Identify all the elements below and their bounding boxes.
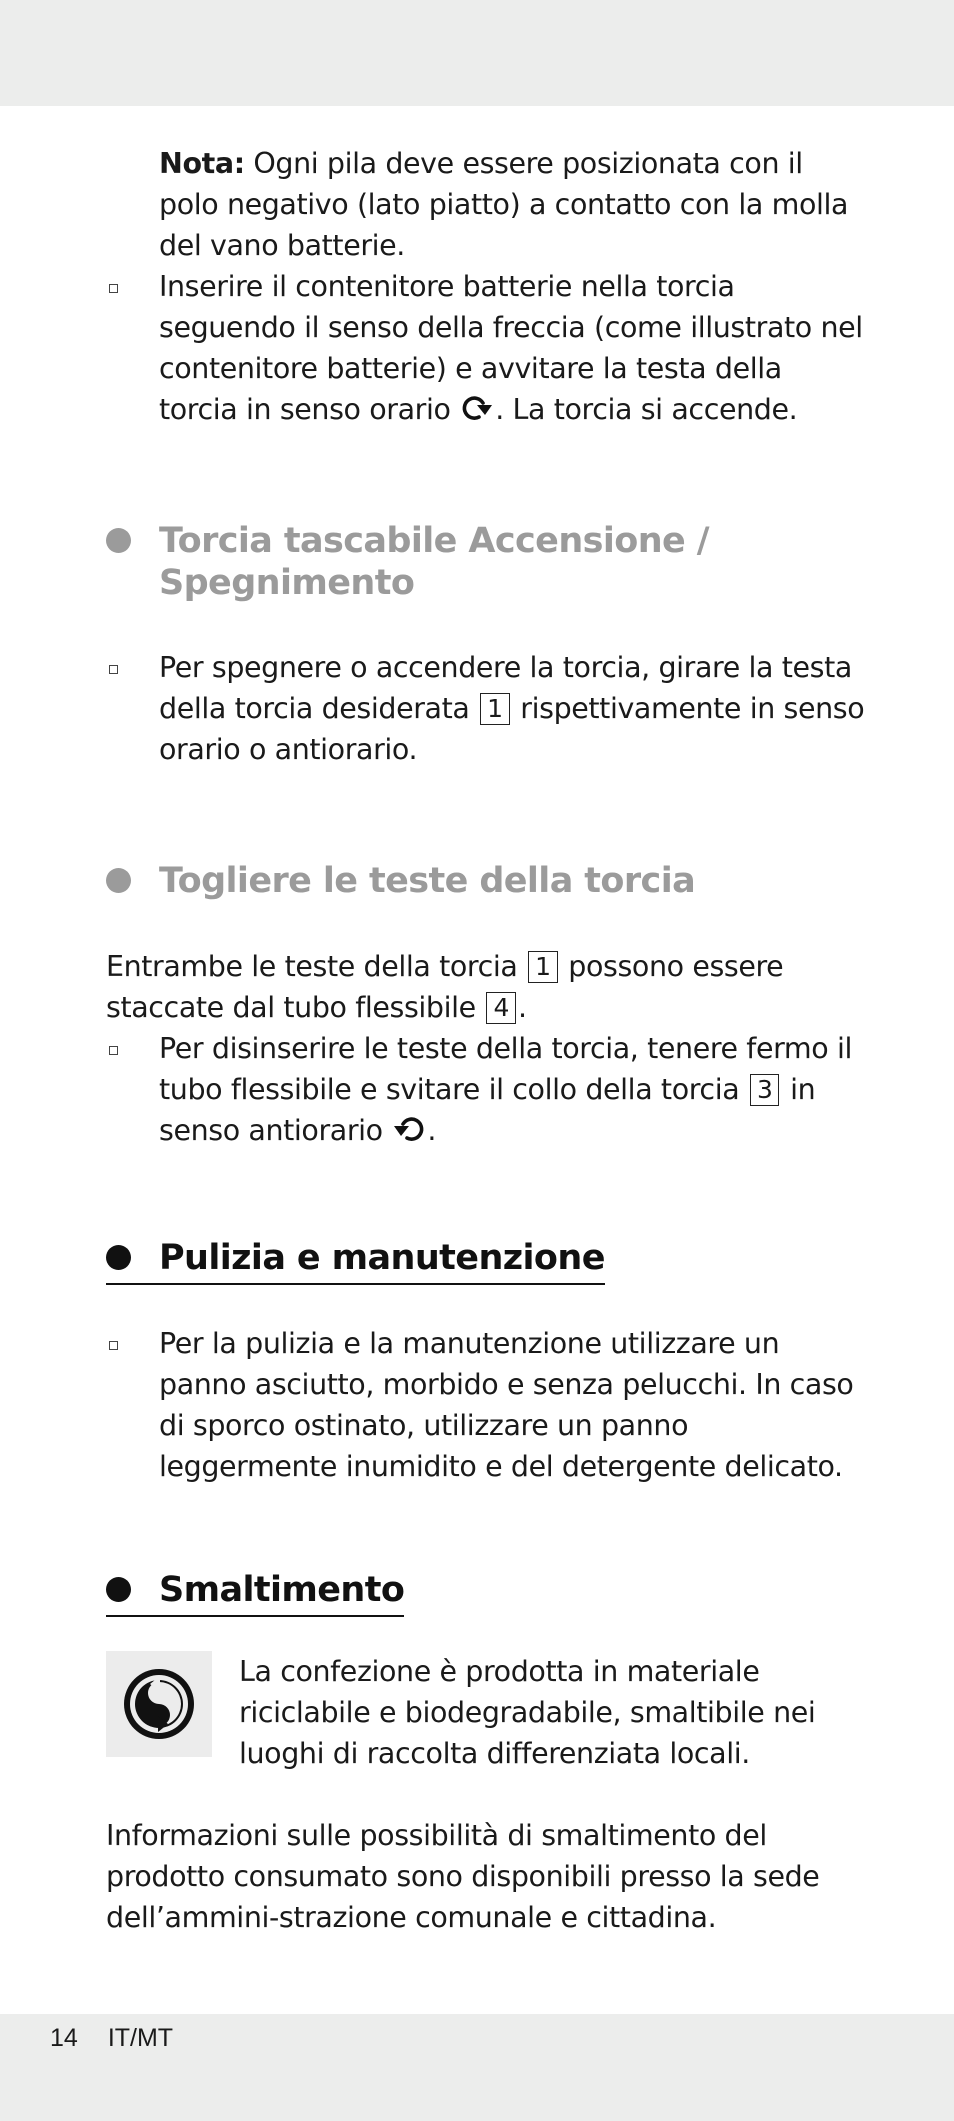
ref-number: 4 — [486, 992, 516, 1024]
ref-number: 3 — [750, 1074, 780, 1106]
nota-paragraph — [106, 143, 866, 266]
ref-number: 1 — [528, 951, 558, 983]
packaging-text: La confezione è prodotta in materiale riciclabile e biodegradabile, smaltibile nei luoghi di raccolta differenziata locali. — [239, 1655, 816, 1770]
clockwise-arrow-icon — [459, 393, 495, 434]
counterclockwise-arrow-icon — [391, 1114, 427, 1155]
page-number: 14 — [50, 2024, 78, 2052]
insert-batteries-step — [106, 266, 866, 434]
on-off-step — [106, 647, 866, 770]
packaging-disposal — [106, 1651, 866, 1774]
page-footer — [50, 2024, 203, 2053]
on-off-step-after: rispettivamente in senso orario o antiorario. — [159, 692, 865, 766]
cleaning-step: Per la pulizia e la manutenzione utilizzare un panno asciutto, morbido e senza pelucchi. In caso di sporco ostinato, utilizzare un panno leggermente inumidito e del detergente delicato. — [106, 1323, 866, 1487]
top-band — [0, 0, 954, 106]
remove-step-middle: in senso antiorario — [159, 1073, 816, 1147]
heading-remove-heads: Togliere le teste della torcia — [106, 860, 866, 902]
insert-step-text: Inserire il contenitore batterie nella torcia seguendo il senso della freccia (come illustrato nel contenitore batterie) e avvitare la testa della torcia in senso orario — [159, 270, 863, 426]
insert-step-after: . La torcia si accende. — [495, 393, 798, 426]
remove-step-text: Per disinserire le teste della torcia, tenere fermo il tubo flessibile e svitare il collo della torcia — [159, 1032, 852, 1106]
nota-text: Ogni pila deve essere posizionata con il polo negativo (lato piatto) a contatto con la molla del vano batterie. — [159, 147, 849, 262]
page-content — [106, 143, 866, 1938]
remove-intro-text: Entrambe le teste della torcia — [106, 950, 527, 983]
remove-intro-after: . — [517, 991, 527, 1024]
ref-number: 1 — [480, 693, 510, 725]
heading-on-off: Torcia tascabile Accensione / Spegnimento — [106, 520, 866, 604]
heading-cleaning: Pulizia e manutenzione — [106, 1237, 605, 1285]
green-dot-recycling-icon — [106, 1651, 212, 1757]
on-off-step-text: Per spegnere o accendere la torcia, girare la testa della torcia desiderata — [159, 651, 852, 725]
nota-label: Nota: — [159, 147, 245, 180]
disposal-info: Informazioni sulle possibilità di smaltimento del prodotto consumato sono disponibili presso la sede dell’ammini-strazione comunale e cittadina. — [106, 1819, 820, 1934]
remove-intro-middle: possono essere staccate dal tubo flessibile — [106, 950, 784, 1024]
remove-step — [106, 1028, 866, 1155]
remove-intro — [106, 946, 866, 1028]
locale-code: IT/MT — [107, 2024, 174, 2052]
heading-disposal: Smaltimento — [106, 1569, 404, 1617]
remove-step-after: . — [427, 1114, 437, 1147]
